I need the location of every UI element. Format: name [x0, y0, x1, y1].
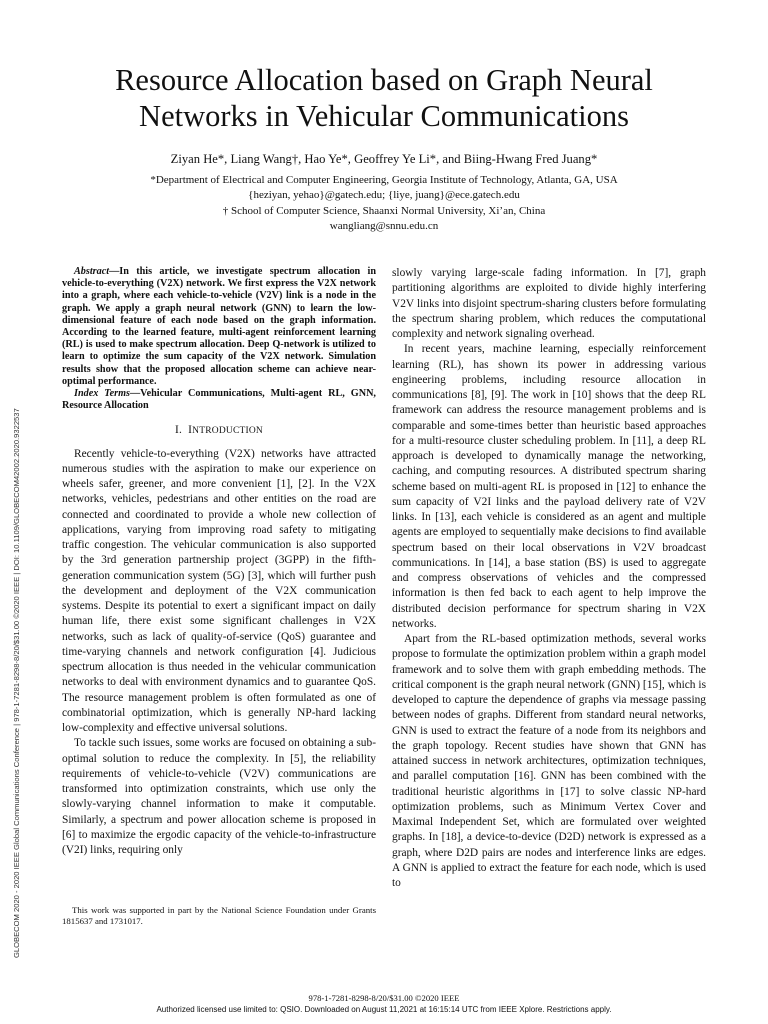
paragraph: To tackle such issues, some works are focused on obtaining a sub-optimal solution to reduce the complexity. In [5], the reliability requirements of vehicle-to-vehicle (V2V) communications are transformed into optimization constraints, which use only the slowly-varying channel information to make it computable. Similarly, a spectrum and power allocation scheme is proposed in [6] to maximize the ergodic capacity of the vehicle-to-infrastructure (V2I) links, requiring only — [62, 737, 376, 857]
index-terms — [62, 388, 376, 412]
abstract-label: Abstract — [74, 266, 110, 277]
paragraph: In recent years, machine learning, especially reinforcement learning (RL), has shown its power in addressing various engineering problems, including resource allocation in communications [8], [9]. The work in [10] shows that the deep RL framework can address the resource management problems and is comparable and some-times better than heuristic based approaches for a multi-resource cluster scheduling problem. In [11], a deep RL approach is developed to dynamically manage the networking, caching, and computing resources. A distributed spectrum sharing scheme based on multi-agent RL is proposed in [12] to enhance the sum capacity of V2I links and the payload delivery rate of V2V links. In [13], each vehicle is considered as an agent and multiple agents are employed to sequentially make decisions to find available spectrum based on their local observations in V2V broadcast communications. In [14], a base station (BS) is used to aggregate and compress observations of vehicles and the compressed information is then fed back to each agent to help improve the distributed decision performance for spectrum sharing in V2X networks. — [392, 343, 706, 630]
email-line[interactable]: wangliang@snnu.edu.cn — [329, 220, 439, 233]
right-column — [392, 266, 706, 891]
email-line[interactable]: {heziyan, yehao}@gatech.edu; {liye, juang}@ece.gatech.edu — [248, 189, 520, 202]
paper-title — [0, 62, 768, 134]
abstract-text: —In this article, we investigate spectrum allocation in vehicle-to-everything (V2X) network. We first express the V2X network into a graph, where each vehicle-to-vehicle (V2V) link is a node in the graph. We apply a graph neural network (GNN) to learn the low-dimensional feature of each node based on the graph information. According to the learned feature, multi-agent reinforcement learning (RL) is used to make spectrum allocation. Deep Q-network is utilized to learn to optimize the sum capacity of the V2X network. Simulation results show that the proposed allocation scheme can achieve near-optimal performance. — [62, 266, 376, 387]
affiliation-line: † School of Computer Science, Shaanxi Normal University, Xi’an, China — [222, 204, 546, 217]
title-line-2: Networks in Vehicular Communications — [139, 99, 629, 133]
side-doi-note: GLOBECOM 2020 - 2020 IEEE Global Communications Conference | 978-1-7281-8298-8/20/$31.00 ©2020 IEEE | DOI: 10.1109/GLOBECOM42002.2020.9322537 — [12, 408, 21, 958]
left-column — [62, 266, 376, 858]
paragraph: Recently vehicle-to-everything (V2X) networks have attracted numerous studies with the aspiration to make our experience on wheels safer, greener, and more convenient [1], [2]. In the V2X networks, vehicles, pedestrians and other entities on the road are connected and coordinated to provide a whole new collection of applications, varying from improving road safety to mitigating traffic congestion. The vehicular communication is also supported by the 3rd generation partnership project (3GPP) in the fifth-generation communication system (5G) [3], which will further push the development and deployment of the V2X communication systems. Despite its potential to exert a significant impact on daily human life, there exist some significant challenges in V2X networks, such as lack of quality-of-service (QoS) guarantee and time-varying channels and network configuration [4]. Judicious spectrum allocation is thus needed in the vehicular communication networks to deal with environment dynamics and to guarantee QoS. The resource management problem is often formulated as one of combinatorial optimization, which is generally NP-hard lacking low-complexity and effective universal solutions. — [62, 447, 376, 735]
index-terms-text: —Vehicular Communications, Multi-agent RL, GNN, Resource Allocation — [62, 388, 376, 412]
license-footer: Authorized licensed use limited to: QSIO. Downloaded on August 11,2021 at 16:15:14 UTC from IEEE Xplore. Restrictions apply. — [156, 1005, 612, 1014]
affiliations — [0, 173, 768, 235]
paragraph: slowly varying large-scale fading information. In [7], graph partitioning algorithms are exploited to divide highly interfering V2V links into disjoint spectrum-sharing clusters before formulating the spectrum sharing problem, which reduces the computational complexity and network signaling overhead. — [392, 267, 706, 340]
section-heading: I. INTRODUCTION — [175, 424, 263, 437]
index-terms-label: Index Terms — [74, 388, 130, 400]
author-list: Ziyan He*, Liang Wang†, Hao Ye*, Geoffrey Ye Li*, and Biing-Hwang Fred Juang* — [170, 152, 598, 166]
copyright-footer: 978-1-7281-8298-8/20/$31.00 ©2020 IEEE — [308, 993, 460, 1003]
footnote: This work was supported in part by the National Science Foundation under Grants 1815637 and 1731017. — [62, 905, 376, 926]
affiliation-line: *Department of Electrical and Computer Engineering, Georgia Institute of Technology, Atlanta, GA, USA — [150, 174, 618, 186]
paragraph: Apart from the RL-based optimization methods, several works propose to formulate the optimization problem within a graph model framework and to solve them with graph embedding methods. The critical component is the graph neural network (GNN) [15], which is developed to capture the dependence of graphs via message passing between nodes of graphs. Different from standard neural networks, GNN is used to extract the feature of a node from its neighbors and the graph topology. Recent studies have shown that GNN has attained success in network architectures, optimization techniques, and parallel computation [16]. GNN has been combined with the traditional heuristic algorithms in [17] to solve classic NP-hard optimization problems, such as Minimum Vertex Cover and Maximal Independent Set, which are formulated over weighted graphs. In [18], a device-to-device (D2D) network is expressed as a graph, where D2D pairs are nodes and interference links are edges. A GNN is applied to extract the feature for each node, which is used to — [392, 633, 706, 889]
title-line-1: Resource Allocation based on Graph Neural — [115, 63, 653, 97]
abstract — [62, 266, 376, 388]
